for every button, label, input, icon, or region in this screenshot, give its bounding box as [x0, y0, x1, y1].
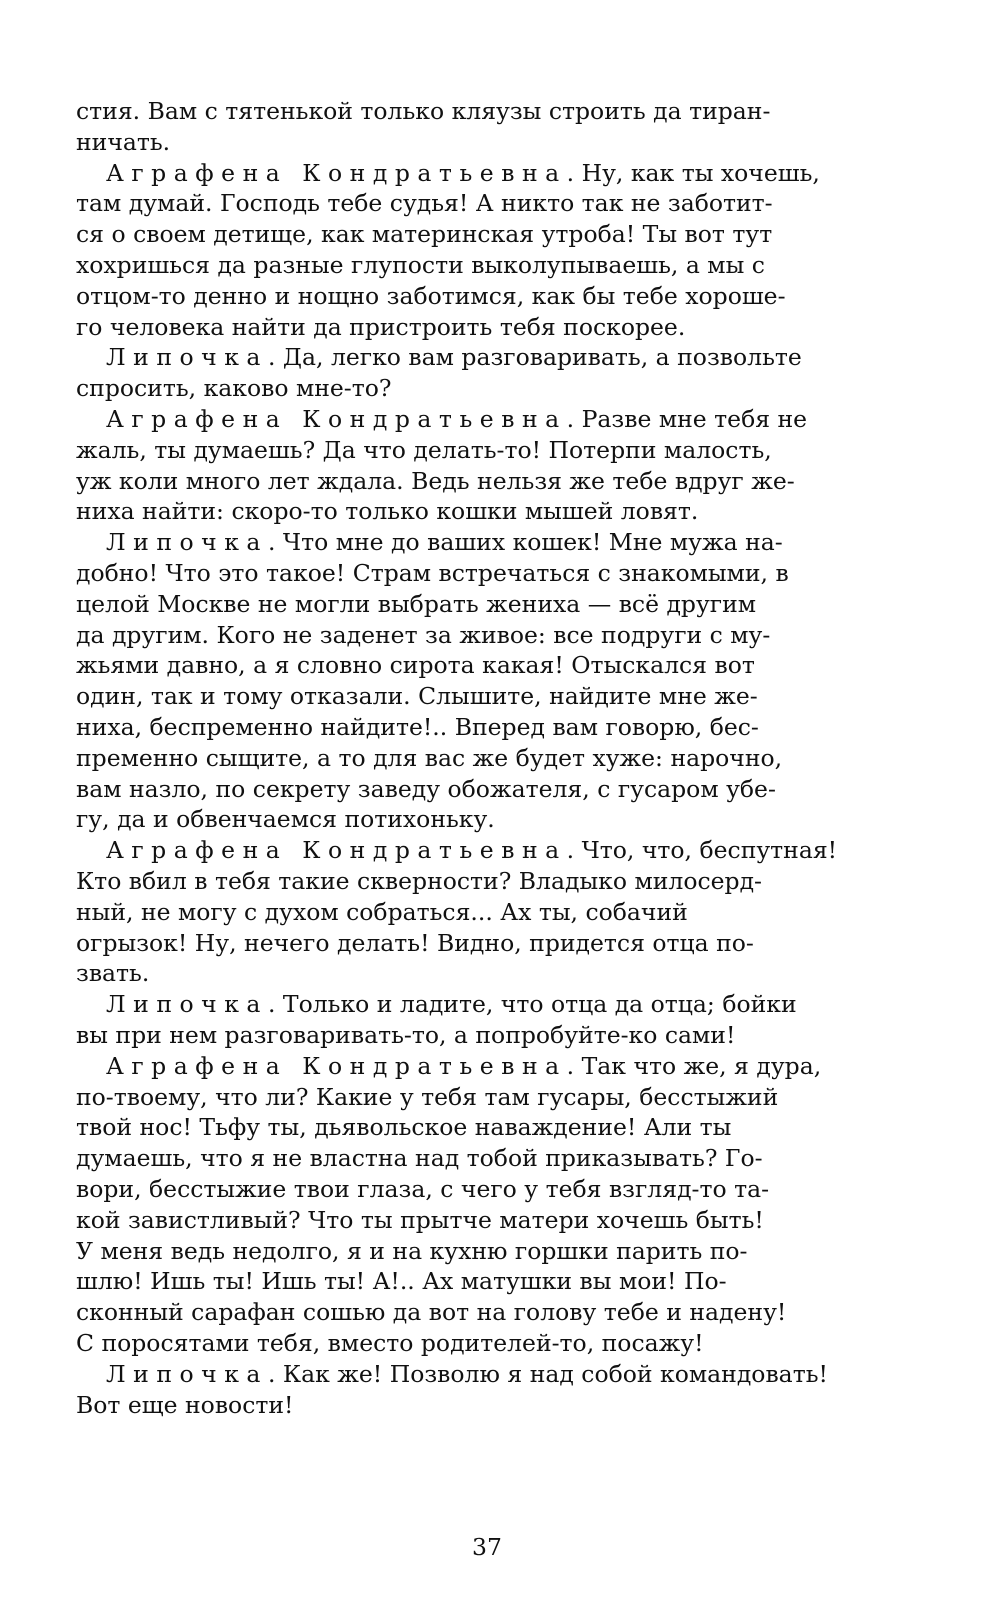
- line-text: . Что, что, беспутная!: [566, 836, 838, 865]
- line-text: вам назло, по секрету заведу обожателя, с гусаром убе-: [76, 774, 776, 803]
- text-line: [76, 712, 759, 742]
- text-line: [76, 312, 685, 342]
- speaker-name: Аграфена Кондратьевна: [106, 158, 567, 187]
- book-page: [76, 96, 898, 1566]
- line-text: вы при нем разговаривать-то, а попробуйте-ко сами!: [76, 1021, 736, 1049]
- line-text: один, так и тому отказали. Слышите, найдите мне же-: [76, 682, 758, 711]
- speech-line: [106, 158, 820, 188]
- speaker-name: Липочка: [106, 1359, 268, 1388]
- text-line: [76, 743, 782, 773]
- line-text: . Как же! Позволю я над собой командовать!: [267, 1359, 828, 1388]
- line-text: ся о своем детище, как материнская утроба! Ты вот тут: [76, 220, 773, 249]
- text-line: [76, 558, 789, 588]
- line-text: гу, да и обвенчаемся потихоньку.: [76, 805, 495, 834]
- line-text: кой завистливый? Что ты прытче матери хочешь быть!: [76, 1205, 764, 1234]
- line-text: ный, не могу с духом собраться... Ах ты, собачий: [76, 897, 688, 926]
- text-line: [76, 589, 756, 619]
- line-text: ниха, беспременно найдите!.. Вперед вам говорю, бес-: [76, 713, 759, 741]
- line-text: ничать.: [76, 127, 171, 156]
- text-line: [76, 466, 795, 496]
- line-text: жаль, ты думаешь? Да что делать-то! Потерпи малость,: [76, 435, 772, 464]
- line-text: С поросятами тебя, вместо родителей-то, посажу!: [76, 1329, 704, 1357]
- text-line: [76, 928, 754, 958]
- line-text: сконный сарафан сошью да вот на голову тебе и надену!: [76, 1298, 787, 1327]
- line-text: жьями давно, а я словно сирота какая! Отыскался вот: [76, 651, 755, 680]
- speech-line: [106, 527, 783, 557]
- text-line: [76, 373, 392, 403]
- line-text: звать.: [76, 959, 150, 988]
- speech-line: [106, 342, 802, 372]
- speech-line: [106, 1051, 821, 1081]
- speech-line: [106, 989, 797, 1019]
- text-line: [76, 866, 762, 896]
- text-line: [76, 681, 758, 711]
- text-line: [76, 219, 772, 249]
- line-text: спросить, каково мне-то?: [76, 374, 392, 403]
- text-line: [76, 620, 770, 650]
- text-line: [76, 1390, 293, 1420]
- page-number: 37: [472, 1533, 502, 1561]
- line-text: пременно сыщите, а то для вас же будет хуже: нарочно,: [76, 743, 783, 772]
- line-text: ниха найти: скоро-то только кошки мышей ловят.: [76, 497, 699, 526]
- text-line: [76, 281, 786, 311]
- line-text: . Что мне до ваших кошек! Мне мужа на-: [267, 528, 783, 557]
- text-line: [76, 1174, 769, 1204]
- speaker-name: Липочка: [106, 990, 268, 1019]
- text-line: [76, 127, 170, 157]
- line-text: там думай. Господь тебе судья! А никто так не заботит-: [76, 189, 773, 218]
- text-line: [76, 188, 773, 218]
- text-line: [76, 96, 770, 126]
- line-text: го человека найти да пристроить тебя поскорее.: [76, 312, 686, 341]
- speaker-name: Аграфена Кондратьевна: [106, 1051, 567, 1080]
- line-text: Вот еще новости!: [76, 1390, 294, 1419]
- speech-line: [106, 404, 807, 434]
- line-text: твой нос! Тьфу ты, дьявольское наваждение! Али ты: [76, 1113, 732, 1142]
- text-line: [76, 1266, 727, 1296]
- speaker-name: Аграфена Кондратьевна: [106, 405, 567, 433]
- speaker-name: Липочка: [106, 528, 268, 557]
- line-text: У меня ведь недолго, я и на кухню горшки парить по-: [76, 1236, 748, 1265]
- line-text: Кто вбил в тебя такие скверности? Владыко милосерд-: [76, 867, 762, 895]
- text-line: [76, 1020, 735, 1050]
- line-text: шлю! Ишь ты! Ишь ты! А!.. Ах матушки вы мои! По-: [76, 1267, 727, 1296]
- text-line: [76, 804, 495, 834]
- line-text: стия. Вам с тятенькой только кляузы строить да тиран-: [76, 97, 771, 125]
- line-text: по-твоему, что ли? Какие у тебя там гусары, бесстыжий: [76, 1082, 779, 1111]
- text-line: [76, 1328, 704, 1358]
- line-text: . Ну, как ты хочешь,: [566, 158, 820, 187]
- speaker-name: Аграфена Кондратьевна: [106, 836, 567, 865]
- text-line: [76, 958, 149, 988]
- line-text: думаешь, что я не властна над тобой приказывать? Го-: [76, 1144, 763, 1173]
- line-text: . Так что же, я дура,: [566, 1051, 822, 1080]
- text-line: [76, 774, 776, 804]
- text-line: [76, 496, 698, 526]
- text-line: [76, 1205, 764, 1235]
- line-text: хохришься да разные глупости выколупываешь, а мы с: [76, 251, 765, 279]
- speech-line: [106, 1359, 828, 1389]
- line-text: . Разве мне тебя не: [566, 405, 808, 433]
- line-text: . Только и ладите, что отца да отца; бойки: [267, 990, 797, 1019]
- line-text: вори, бесстыжие твои глаза, с чего у тебя взгляд-то та-: [76, 1175, 770, 1203]
- text-line: [76, 897, 688, 927]
- text-line: [76, 1143, 763, 1173]
- speaker-name: Липочка: [106, 343, 268, 372]
- text-line: [76, 1297, 786, 1327]
- line-text: добно! Что это такое! Страм встречаться с знакомыми, в: [76, 559, 789, 587]
- line-text: . Да, легко вам разговаривать, а позвольте: [267, 343, 802, 372]
- line-text: огрызок! Ну, нечего делать! Видно, придется отца по-: [76, 928, 754, 957]
- text-line: [76, 435, 772, 465]
- text-line: [76, 1236, 747, 1266]
- speech-line: [106, 835, 837, 865]
- line-text: отцом-то денно и нощно заботимся, как бы тебе хороше-: [76, 281, 786, 310]
- text-line: [76, 250, 765, 280]
- text-line: [76, 1082, 778, 1112]
- line-text: уж коли много лет ждала. Ведь нельзя же тебе вдруг же-: [76, 466, 795, 495]
- line-text: да другим. Кого не заденет за живое: все подруги с му-: [76, 620, 771, 649]
- text-line: [76, 650, 755, 680]
- text-line: [76, 1112, 731, 1142]
- line-text: целой Москве не могли выбрать жениха — всё другим: [76, 589, 757, 618]
